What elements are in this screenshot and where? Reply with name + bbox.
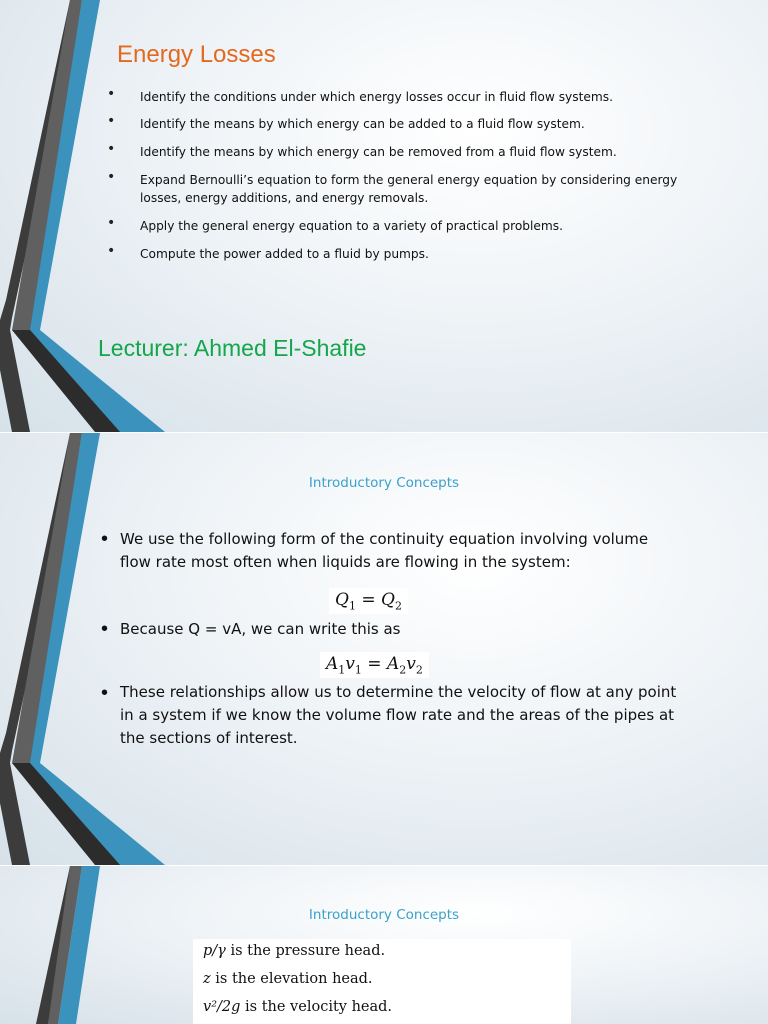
lecturer-name: Lecturer: Ahmed El-Shafie	[98, 335, 367, 361]
slide-introductory-concepts-1	[0, 433, 768, 865]
bullet-icon: •	[101, 528, 109, 550]
slide-introductory-concepts-2	[0, 866, 768, 1024]
list-item: • Identify the conditions under which energy losses occur in fluid flow systems.	[107, 86, 613, 104]
slide-energy-losses	[0, 0, 768, 432]
bullet-icon: •	[107, 86, 116, 102]
list-item: • Apply the general energy equation to a variety of practical problems.	[107, 215, 564, 233]
equation-area-velocity: $A_1v_1 = A_2v_2$	[320, 652, 429, 678]
bullet-icon: •	[101, 682, 109, 704]
elevation-head-line: z is the elevation head.	[203, 971, 373, 987]
bullet-icon: •	[107, 215, 116, 231]
paragraph-because: Because Q = vA, we can write this as	[120, 620, 401, 638]
bullet-icon: •	[101, 618, 109, 640]
slide-title: Energy Losses	[117, 41, 276, 68]
list-item: • Expand Bernoulli’s equation to form the general energy equation by considering energy losses, energy additions, and energy removals.	[107, 169, 678, 205]
list-item: • Identify the means by which energy can be added to a fluid flow system.	[107, 113, 585, 131]
head-definitions	[193, 939, 571, 1024]
paragraph-relationships: These relationships allow us to determine the velocity of flow at any point in a system if we know the volume flow rate and the areas of the pipes at the sections of interest.	[120, 683, 677, 747]
bullet-icon: •	[107, 113, 116, 129]
pressure-head-line: p/γ is the pressure head.	[203, 943, 386, 959]
paragraph-continuity: We use the following form of the continuity equation involving volume flow rate most often when liquids are flowing in the system:	[120, 530, 649, 571]
bullet-icon: •	[107, 243, 116, 259]
velocity-head-line: v²/2g is the velocity head.	[203, 999, 393, 1015]
list-item: • Compute the power added to a fluid by pumps.	[107, 243, 429, 261]
slide-title: Introductory Concepts	[308, 475, 460, 491]
bullet-icon: •	[107, 141, 116, 157]
equation-flow-rate: $Q_1 = Q_2$	[329, 588, 408, 614]
bullet-icon: •	[107, 169, 116, 185]
decorative-stripes	[0, 433, 768, 865]
slide-title: Introductory Concepts	[308, 907, 460, 923]
list-item: • Identify the means by which energy can be removed from a fluid flow system.	[107, 141, 617, 159]
